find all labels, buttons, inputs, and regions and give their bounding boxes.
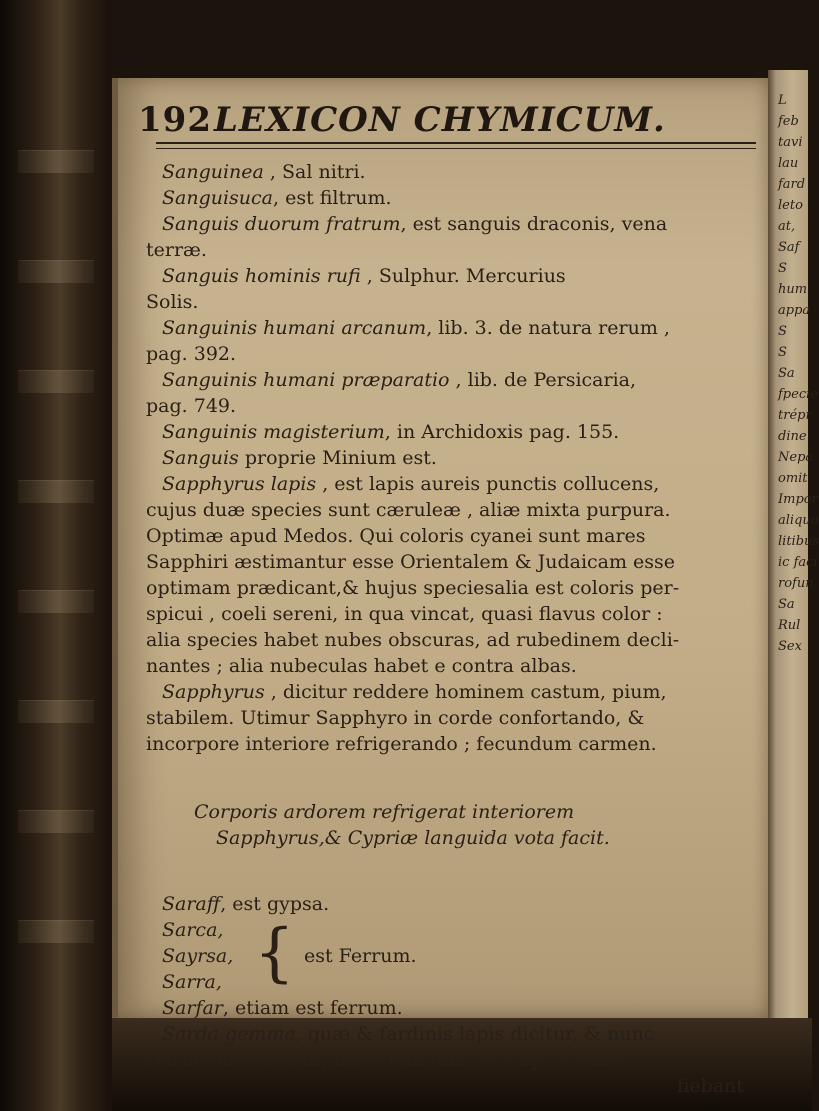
lexicon-entry-line — [138, 185, 748, 211]
headword: Sanguis duorum fratrum — [162, 213, 401, 235]
headword: Sapphyrus lapis — [162, 473, 317, 495]
page-header — [138, 100, 748, 140]
entry-text: spicui , coeli sereni, in qua vincat, quasi flavus color : — [146, 603, 663, 625]
headword: Sanguis — [162, 447, 239, 469]
facing-page-fragment: tavi — [778, 135, 803, 150]
facing-page-fragment: Impor — [778, 492, 818, 507]
facing-page-fragment: S — [778, 345, 787, 360]
headword: Saraff — [162, 893, 221, 915]
facing-page-fragment: ic faci — [778, 555, 818, 570]
lexicon-entry-line — [138, 315, 748, 341]
entry-text: Darneolus vocatur, teste Plin, lib. 37. cap. 7. olim — [146, 1049, 622, 1071]
entry-text: cujus duæ species sunt cæruleæ , aliæ mixta purpura. — [146, 499, 671, 521]
header-rule — [156, 142, 756, 149]
headword: Sanguinis humani arcanum — [162, 317, 427, 339]
entry-list — [138, 995, 748, 1073]
synonym-word: Sarra, — [162, 971, 222, 993]
entry-text: pag. 392. — [146, 343, 237, 365]
lexicon-entry-line — [138, 995, 748, 1021]
lexicon-entry-line — [138, 1047, 748, 1073]
lexicon-entry-line — [138, 211, 748, 237]
synonym-definition: est Ferrum. — [304, 945, 417, 967]
headword: Sarfar — [162, 997, 223, 1019]
facing-page-fragment: rofun — [778, 576, 814, 591]
lexicon-entry-line — [138, 731, 748, 757]
lexicon-entry-line — [138, 289, 748, 315]
lexicon-entry-line — [138, 523, 748, 549]
entry-text: nantes ; alia nubeculas habet e contra albas. — [146, 655, 577, 677]
facing-page-edge — [768, 70, 819, 1030]
headword: Sanguinea — [162, 161, 264, 183]
entry-text: Sapphiri æstimantur esse Orientalem & Judaicam esse — [146, 551, 676, 573]
entry-text: , Sal nitri. — [263, 161, 366, 183]
entry-text: Optimæ apud Medos. Qui coloris cyanei sunt mares — [146, 525, 646, 547]
entry-text: , in Archidoxis pag. 155. — [384, 421, 620, 443]
facing-page-fragment: litibus — [778, 534, 819, 549]
facing-page-fragment: dine — [778, 429, 807, 444]
entry-text: , etiam est ferrum. — [222, 997, 403, 1019]
lexicon-entry-line — [138, 159, 748, 185]
lexicon-entry-line — [138, 653, 748, 679]
lexicon-entry-line — [138, 627, 748, 653]
facing-page-fragment: Rul — [778, 618, 801, 633]
facing-page-fragment: fard — [778, 177, 806, 192]
entry-text: proprie Minium est. — [238, 447, 437, 469]
facing-page-fragment: Sa — [778, 366, 795, 381]
facing-page-fragment: fpecie — [778, 387, 818, 402]
headword: Sapphyrus — [162, 681, 265, 703]
lexicon-entry-line — [138, 705, 748, 731]
facing-page-fragment: Sa — [778, 597, 795, 612]
entry-text: , est filtrum. — [273, 187, 392, 209]
entry-list — [138, 159, 748, 757]
facing-page-fragment: trépr — [778, 408, 812, 423]
facing-page-fragment: aliquo — [778, 513, 819, 528]
book-spine-edge — [0, 0, 110, 1111]
facing-page-fragment: appa — [778, 303, 811, 318]
lexicon-entry-line — [138, 471, 748, 497]
facing-page-fragment: leto — [778, 198, 803, 213]
lexicon-entry-line — [138, 601, 748, 627]
entry-text: alia species habet nubes obscuras, ad rubedinem decli- — [146, 629, 680, 651]
facing-page-fragment: lau — [778, 156, 799, 171]
headword: Sanguisuca — [162, 187, 274, 209]
entry-text: , est gypsa. — [220, 893, 330, 915]
page-content — [138, 100, 748, 1099]
entry-text: , est sanguis draconis, vena — [400, 213, 668, 235]
lexicon-entry-line — [138, 445, 748, 471]
entry-text: stabilem. Utimur Sapphyro in corde confortando, & — [146, 707, 645, 729]
lexicon-entry-line — [138, 263, 748, 289]
synonym-word: Sayrsa, — [162, 945, 234, 967]
facing-page-fragment: feb — [778, 114, 799, 129]
entry-text: , Sulphur. Mercurius — [360, 265, 566, 287]
poem-line: Sapphyrus,& Cypriæ languida vota facit. — [216, 827, 610, 849]
poem-line: Corporis ardorem refrigerat interiorem — [194, 801, 575, 823]
entry-list — [138, 891, 748, 917]
lexicon-entry-line — [138, 679, 748, 705]
entry-text: Solis. — [146, 291, 199, 313]
facing-page-fragment: S — [778, 324, 787, 339]
entry-text: , dicitur reddere hominem castum, pium, — [264, 681, 667, 703]
facing-page-fragment: hum — [778, 282, 808, 297]
lexicon-entry-line — [138, 419, 748, 445]
entry-text: , quæ & fardinis lapis dicitur, & nunc — [295, 1023, 655, 1045]
lexicon-entry-line — [138, 393, 748, 419]
lexicon-entry-line — [138, 367, 748, 393]
facing-page-fragment: at, — [778, 219, 796, 234]
facing-page-fragment: omit — [778, 471, 808, 486]
page-title: LEXICON CHYMICUM. — [213, 100, 666, 140]
lexicon-entry-line — [138, 1021, 748, 1047]
entry-text: , est lapis aureis punctis collucens, — [316, 473, 660, 495]
lexicon-entry-line — [138, 575, 748, 601]
headword: Sarda gemma — [162, 1023, 296, 1045]
facing-page-fragment: Saf — [778, 240, 800, 255]
entry-text: terræ. — [146, 239, 207, 261]
entry-text: incorpore interiore refrigerando ; fecundum carmen. — [146, 733, 657, 755]
facing-page-fragment: S — [778, 261, 787, 276]
lexicon-entry-line — [138, 497, 748, 523]
lexicon-entry-line — [138, 891, 748, 917]
page-number: 192 — [138, 100, 212, 140]
brace-glyph: { — [254, 916, 295, 990]
headword: Sanguinis magisterium — [162, 421, 385, 443]
lexicon-entry-line — [138, 237, 748, 263]
facing-page-fragment: Sex — [778, 639, 802, 654]
entry-text: pag. 749. — [146, 395, 237, 417]
headword: Sanguinis humani præparatio — [162, 369, 450, 391]
synonym-group — [138, 917, 748, 995]
synonym-word: Sarca, — [162, 919, 224, 941]
lexicon-entry-line — [138, 549, 748, 575]
facing-page-fragment: L — [778, 93, 787, 108]
lexicon-entry-line — [138, 341, 748, 367]
entry-text: , lib. 3. de natura rerum , — [426, 317, 670, 339]
facing-page-fragment: Nepa — [778, 450, 814, 465]
catchword: fiebant — [676, 1075, 744, 1097]
entry-text: , lib. de Persicaria, — [449, 369, 637, 391]
headword: Sanguis hominis rufi — [162, 265, 361, 287]
entry-text: optimam prædicant,& hujus speciesalia est coloris per- — [146, 577, 680, 599]
